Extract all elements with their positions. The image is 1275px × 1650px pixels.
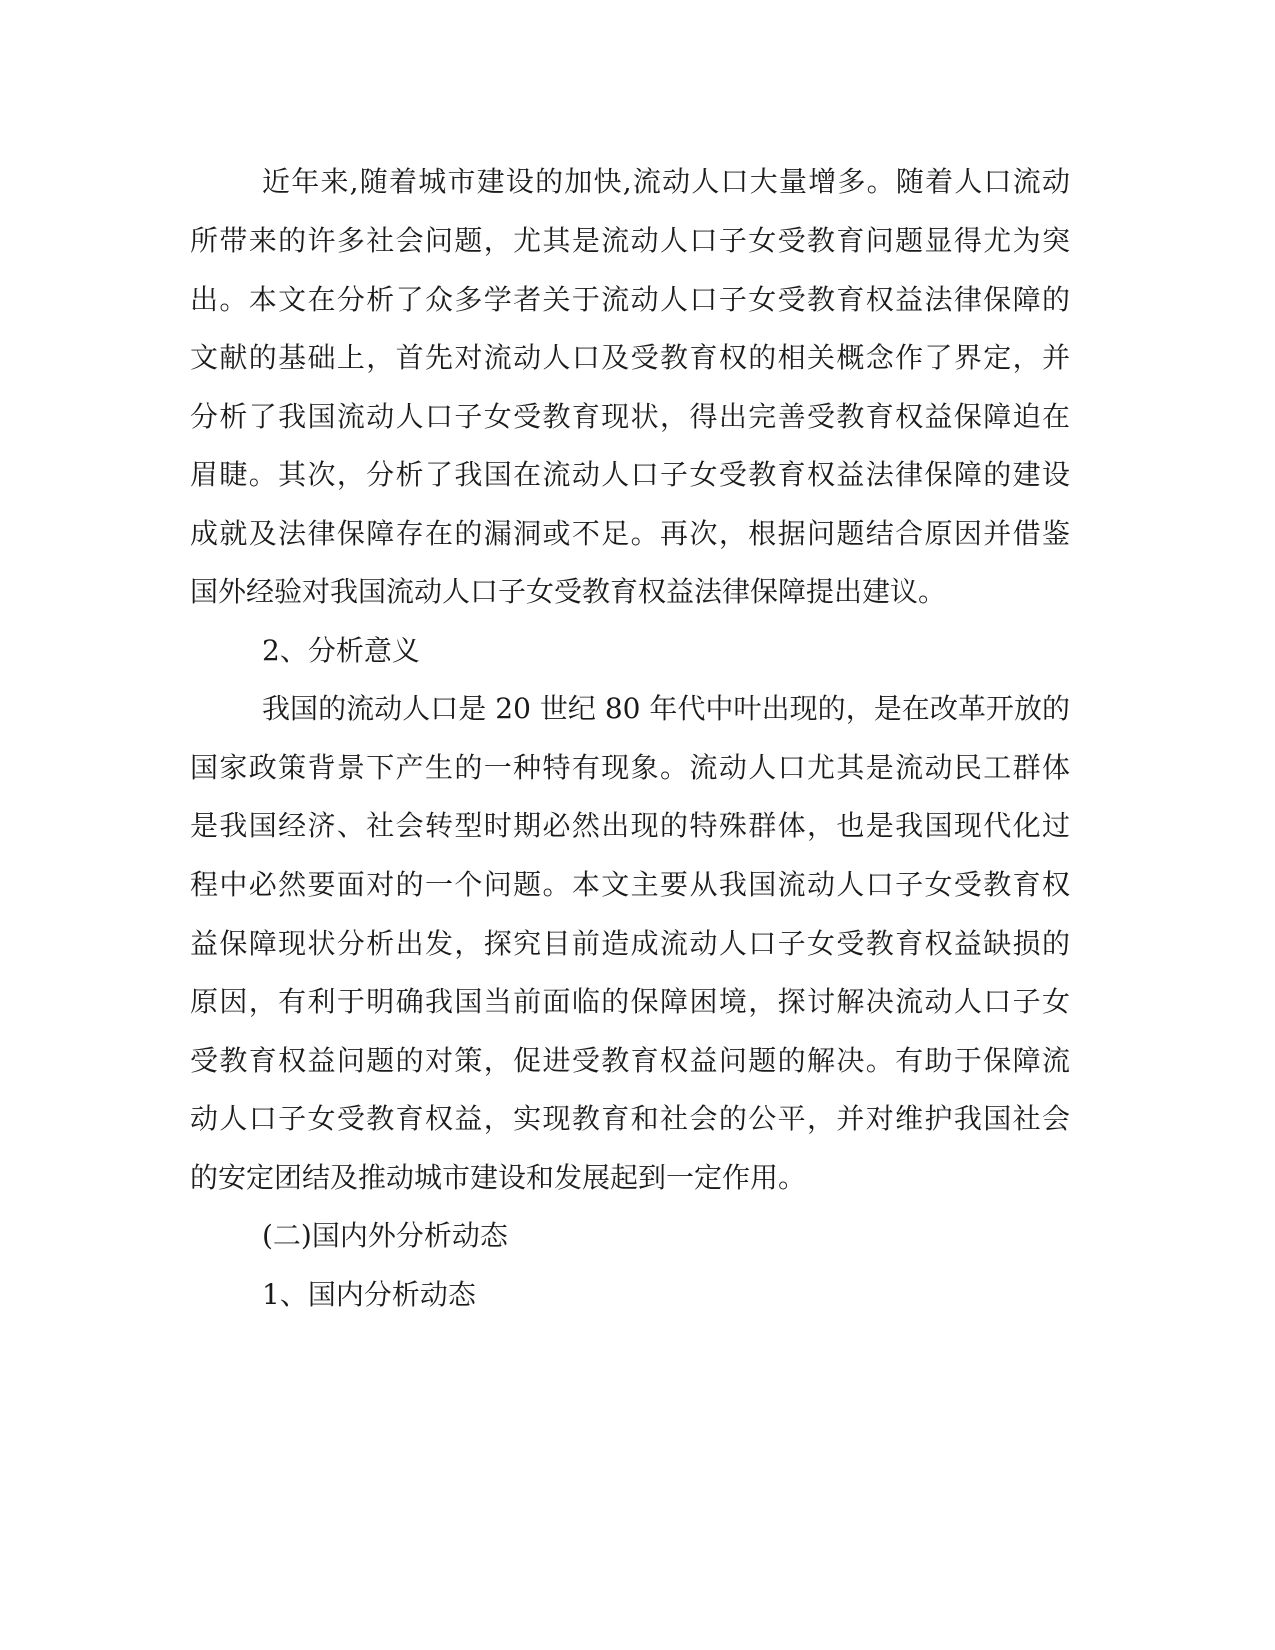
paragraph-1-line-1: 近年来,随着城市建设的加快,流动人口大量增多。随着人口流动 (262, 165, 1070, 198)
paragraph-1-line-2: 所带来的许多社会问题，尤其是流动人口子女受教育问题显得尤为突 (190, 224, 1070, 257)
paragraph-2-line-4: 程中必然要面对的一个问题。本文主要从我国流动人口子女受教育权 (190, 868, 1070, 901)
paragraph-2-line-5: 益保障现状分析出发，探究目前造成流动人口子女受教育权益缺损的 (190, 927, 1070, 960)
paragraph-1-line-3: 出。本文在分析了众多学者关于流动人口子女受教育权益法律保障的 (190, 283, 1070, 316)
paragraph-1-line-8: 国外经验对我国流动人口子女受教育权益法律保障提出建议。 (190, 575, 947, 608)
paragraph-2-line-2: 国家政策背景下产生的一种特有现象。流动人口尤其是流动民工群体 (190, 751, 1070, 784)
paragraph-1-line-7: 成就及法律保障存在的漏洞或不足。再次，根据问题结合原因并借鉴 (190, 517, 1070, 550)
paragraph-2-line-1: 我国的流动人口是 20 世纪 80 年代中叶出现的，是在改革开放的 (262, 692, 1070, 725)
paragraph-1-line-4: 文献的基础上，首先对流动人口及受教育权的相关概念作了界定，并 (190, 341, 1070, 374)
section-heading-significance: 2、分析意义 (262, 634, 420, 667)
paragraph-2-line-6: 原因，有利于明确我国当前面临的保障困境，探讨解决流动人口子女 (190, 985, 1070, 1018)
paragraph-2-line-9: 的安定团结及推动城市建设和发展起到一定作用。 (190, 1161, 807, 1194)
section-heading-domestic-foreign: (二)国内外分析动态 (262, 1219, 508, 1252)
paragraph-2-line-3: 是我国经济、社会转型时期必然出现的特殊群体，也是我国现代化过 (190, 809, 1070, 842)
paragraph-1-line-6: 眉睫。其次，分析了我国在流动人口子女受教育权益法律保障的建设 (190, 458, 1070, 491)
paragraph-2-line-7: 受教育权益问题的对策，促进受教育权益问题的解决。有助于保障流 (190, 1044, 1070, 1077)
paragraph-1-line-5: 分析了我国流动人口子女受教育现状，得出完善受教育权益保障迫在 (190, 400, 1070, 433)
paragraph-2-line-8: 动人口子女受教育权益，实现教育和社会的公平，并对维护我国社会 (190, 1102, 1070, 1135)
subsection-heading-domestic: 1、国内分析动态 (262, 1278, 476, 1311)
